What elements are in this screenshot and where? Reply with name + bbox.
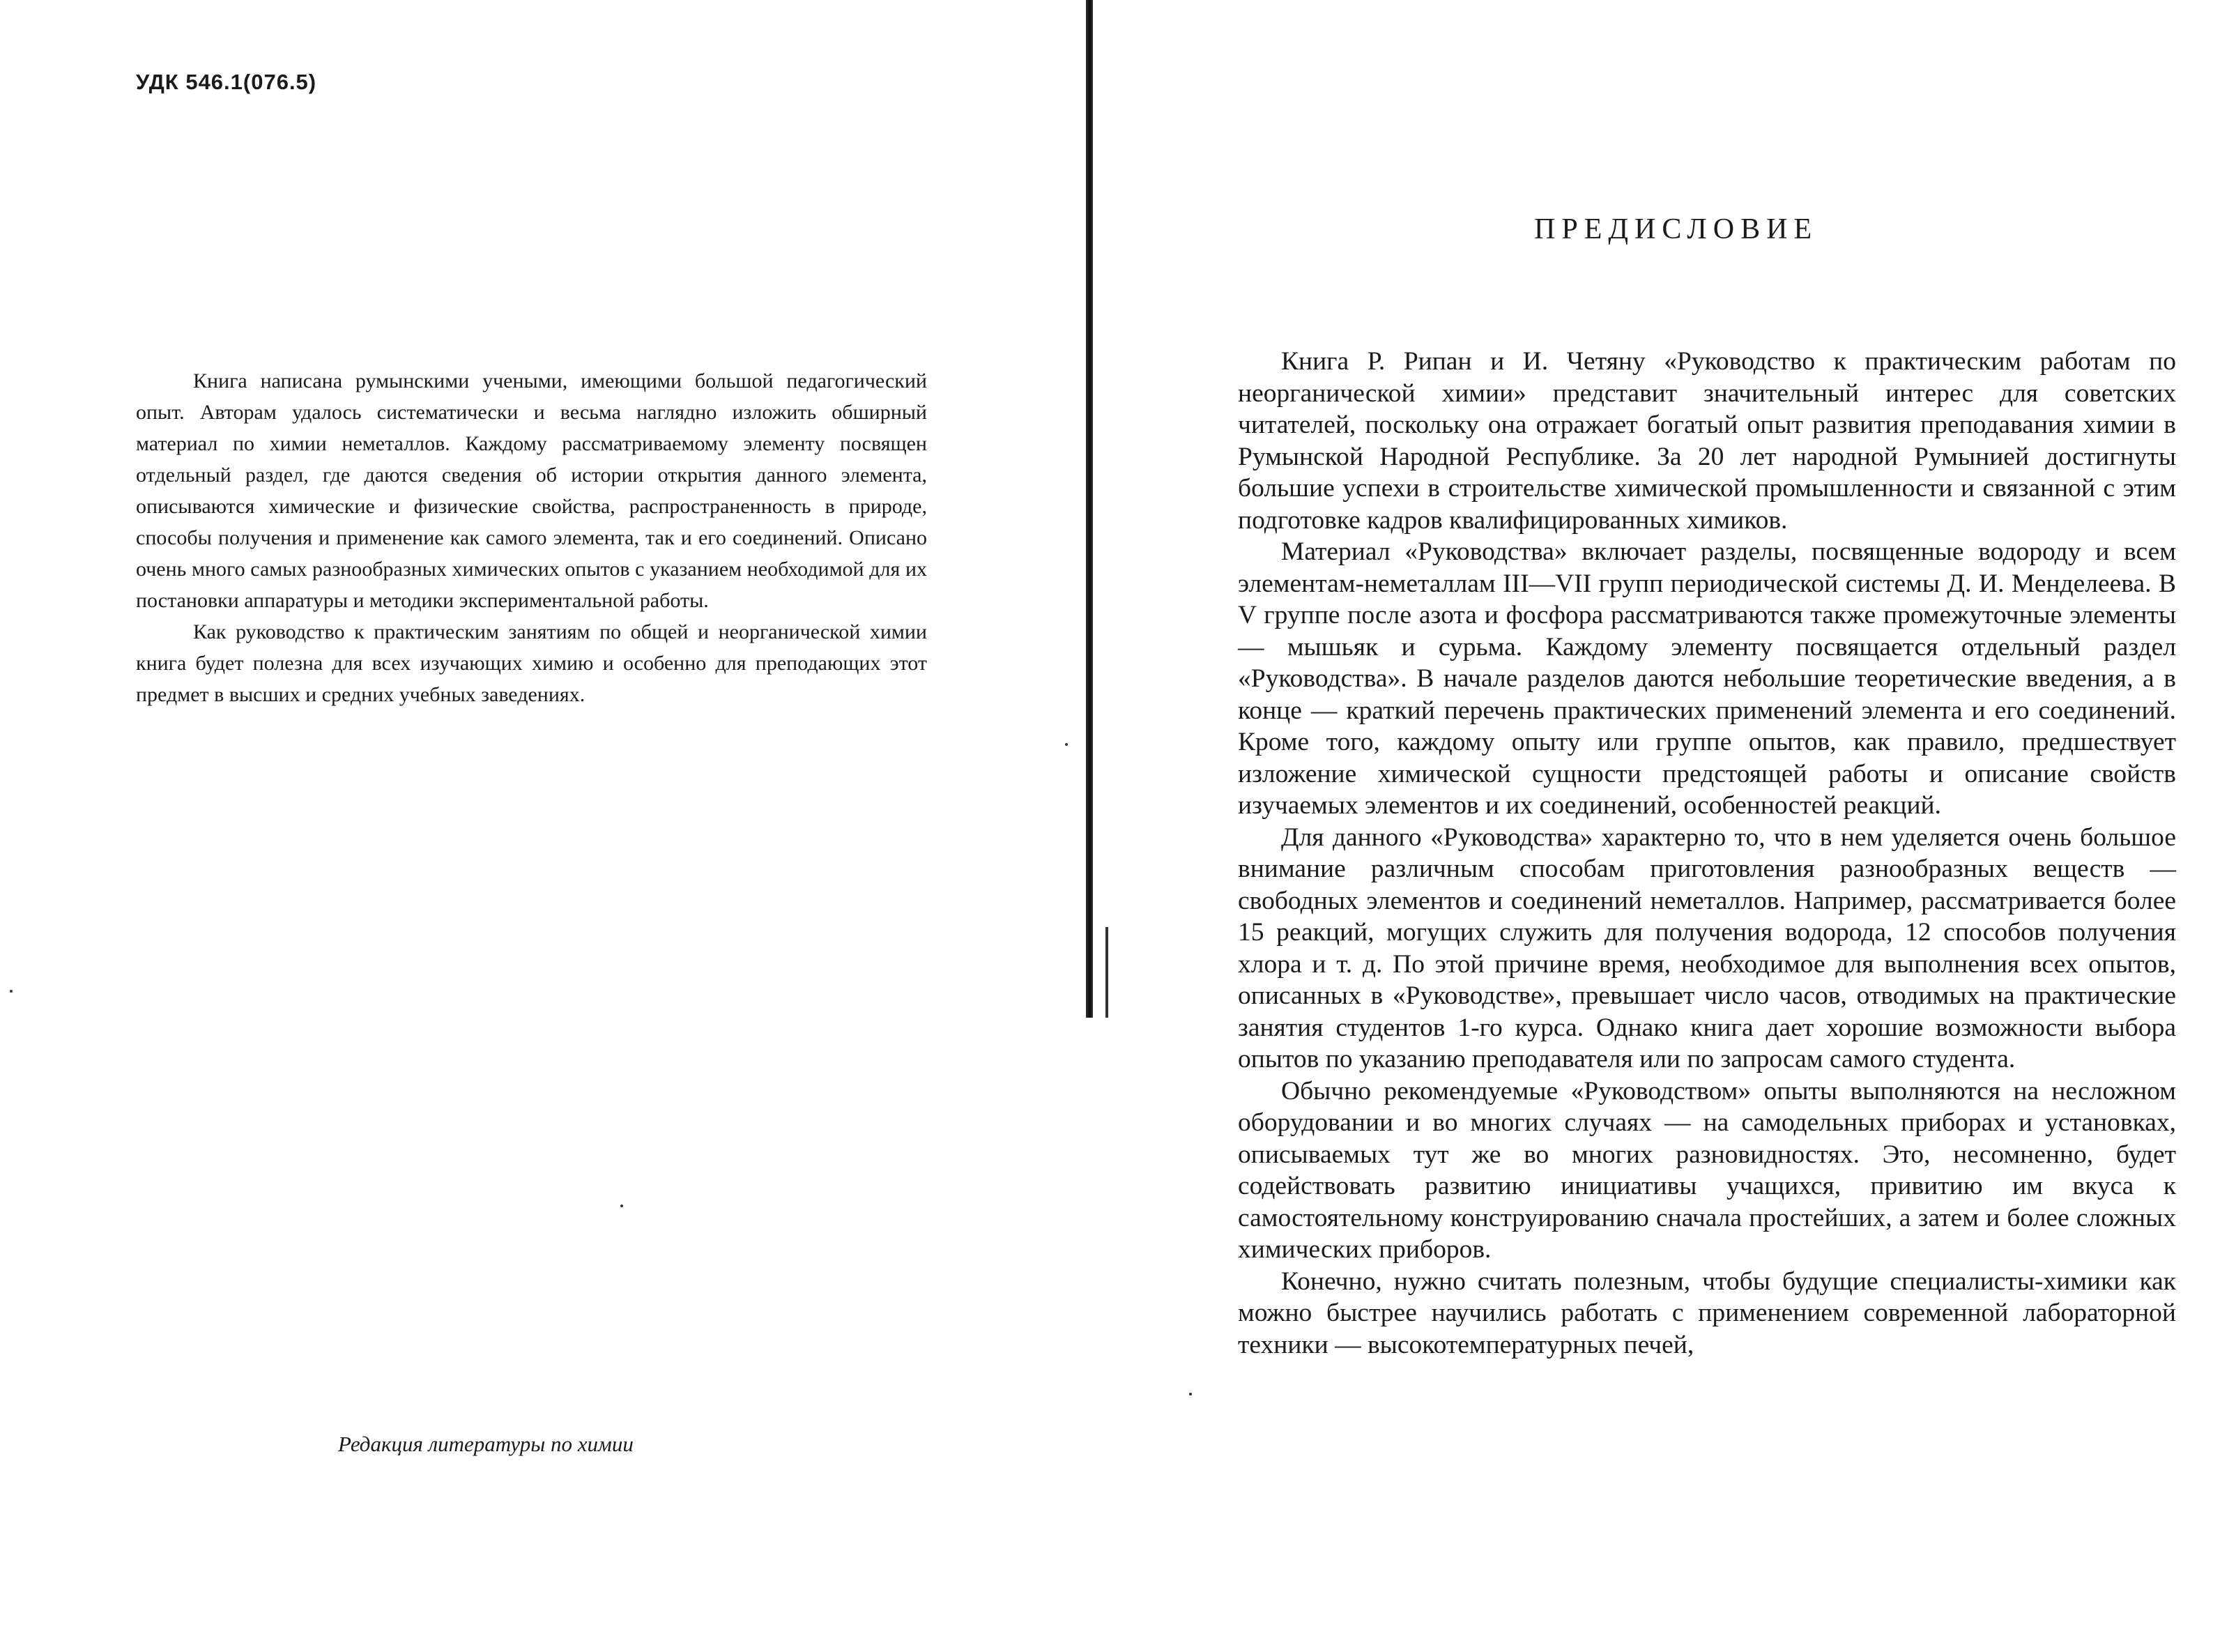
udk-code: УДК 546.1(076.5) xyxy=(136,70,317,94)
preface-text xyxy=(1238,346,2176,1361)
preface-heading: ПРЕДИСЛОВИЕ xyxy=(1534,213,1818,245)
book-abstract xyxy=(136,365,927,710)
editorial-note: Редакция литературы по химии xyxy=(338,1432,634,1456)
scan-speck xyxy=(1189,1393,1192,1395)
preface-paragraph: Обычно рекомендуемые «Руководством» опыты выполняются на несложном оборудовании и во многих случаях — на самодельных приборах и установках, описываемых тут же во многих разновидностях. Это, несомненно, будет содействовать развитию инициативы учащихся, привитию им вкуса к самостоятельному конструированию сначала простейших, а затем и более сложных химических приборов. xyxy=(1238,1076,2176,1264)
abstract-paragraph: Книга написана румынскими учеными, имеющими большой педагогический опыт. Авторам удалось систематически и весьма наглядно изложить обширный материал по химии неметаллов. Каждому рассматриваемому элементу посвящен отдельный раздел, где даются сведения об истории открытия данного элемента, описываются химические и физические свойства, распространенность в природе, способы получения и применение как самого элемента, так и его соединений. Описано очень много самых разнообразных химических опытов с указанием необходимой для их постановки аппаратуры и методики экспериментальной работы. xyxy=(136,369,927,612)
preface-paragraph: Для данного «Руководства» характерно то, что в нем уделяется очень большое внимание различным способам приготовления разнообразных веществ — свободных элементов и соединений неметаллов. Например, рассматривается более 15 реакций, могущих служить для получения водорода, 12 способов получения хлора и т. д. По этой причине время, необходимое для выполнения всех опытов, описанных в «Руководстве», превышает число часов, отводимых на практические занятия студентов 1-го курса. Однако книга дает хорошие возможности выбора опытов по указанию преподавателя или по запросам самого студента. xyxy=(1238,823,2176,1073)
preface-paragraph: Книга Р. Рипан и И. Четяну «Руководство к практическим работам по неорганической химии» представит значительный интерес для советских читателей, поскольку она отражает богатый опыт развития преподавания химии в Румынской Народной Республике. За 20 лет народной Румынией достигнуты большие успехи в строительстве химической промышленности и связанной с этим подготовке кадров квалифицированных химиков. xyxy=(1238,347,2176,535)
left-page xyxy=(0,0,1101,1652)
scan-speck xyxy=(10,990,13,993)
scan-speck xyxy=(620,1204,623,1207)
book-spine-shadow xyxy=(1086,0,1093,1018)
preface-paragraph: Конечно, нужно считать полезным, чтобы будущие специалисты-химики как можно быстрее научились работать с применением современной лабораторной техники — высокотемпературных печей, xyxy=(1238,1267,2176,1359)
preface-paragraph: Материал «Руководства» включает разделы, посвященные водороду и всем элементам-неметаллам III—VII групп периодической системы Д. И. Менделеева. В V группе после азота и фосфора рассматриваются также промежуточные элементы — мышьяк и сурьма. Каждому элементу посвящается отдельный раздел «Руководства». В начале разделов даются небольшие теоретические введения, а в конце — краткий перечень практических применений элемента и его соединений. Кроме того, каждому опыту или группе опытов, как правило, предшествует изложение химической сущности предстоящей работы и описание свойств изучаемых элементов и их соединений, особенностей реакций. xyxy=(1238,537,2176,820)
abstract-paragraph: Как руководство к практическим занятиям по общей и неорганической химии книга будет полезна для всех изучающих химию и особенно для преподающих этот предмет в высших и средних учебных заведениях. xyxy=(136,620,927,706)
scan-speck xyxy=(1065,743,1068,746)
right-page xyxy=(1101,0,2236,1652)
